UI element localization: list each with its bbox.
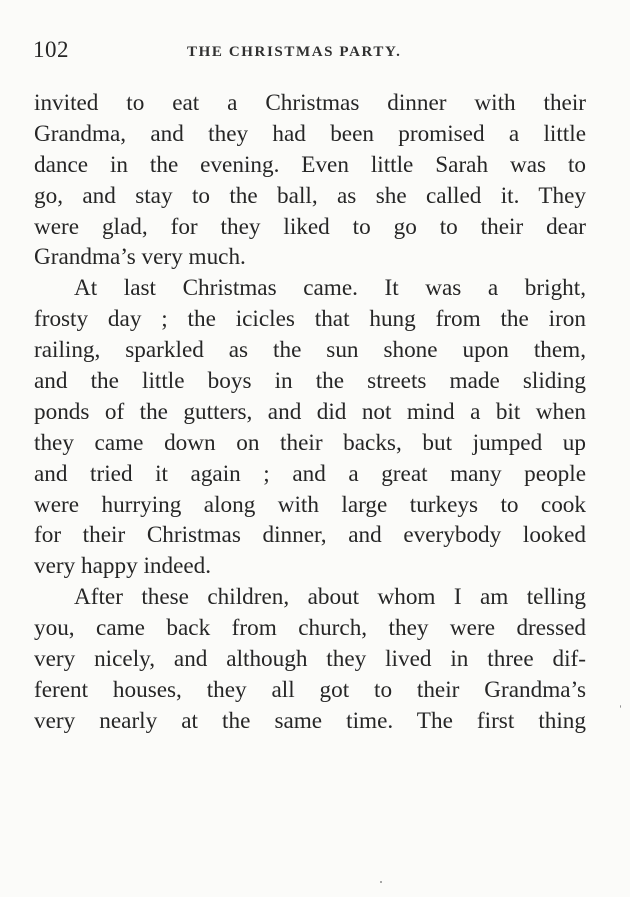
text-line: for their Christmas dinner, and everybody looked — [34, 522, 586, 549]
text-line: After these children, about whom I am telling — [74, 584, 586, 611]
text-line: ponds of the gutters, and did not mind a bit when — [34, 398, 586, 425]
page-header — [33, 36, 590, 72]
text-line: At last Christmas came. It was a bright, — [74, 275, 586, 302]
text-line: were hurrying along with large turkeys to cook — [34, 491, 586, 518]
text-line: they came down on their backs, but jumped up — [34, 429, 586, 456]
text-line: very happy indeed. — [34, 553, 212, 580]
body-text — [34, 88, 586, 737]
text-line: were glad, for they liked to go to their dear — [34, 213, 586, 240]
text-line: and tried it again ; and a great many people — [34, 460, 586, 487]
text-line: and the little boys in the streets made sliding — [34, 368, 586, 395]
text-line: ferent houses, they all got to their Grandma’s — [34, 676, 586, 703]
text-line: very nicely, and although they lived in three dif- — [34, 646, 586, 673]
text-line: frosty day ; the icicles that hung from the iron — [34, 306, 586, 333]
text-line: Grandma, and they had been promised a little — [34, 120, 586, 147]
text-line: railing, sparkled as the sun shone upon them, — [34, 337, 586, 364]
paragraph-2 — [34, 273, 586, 582]
paper-speck — [380, 881, 382, 883]
text-line: you, came back from church, they were dressed — [34, 615, 586, 642]
text-line: very nearly at the same time. The first thing — [34, 707, 586, 734]
paragraph-3 — [34, 582, 586, 736]
text-line: go, and stay to the ball, as she called it. They — [34, 182, 586, 209]
text-line: Grandma’s very much. — [34, 244, 246, 271]
paragraph-1 — [34, 88, 586, 273]
paper-speck — [620, 705, 621, 708]
page-number: 102 — [33, 37, 69, 62]
text-line: dance in the evening. Even little Sarah was to — [34, 151, 586, 178]
text-line: invited to eat a Christmas dinner with their — [34, 90, 586, 116]
running-title: THE CHRISTMAS PARTY. — [187, 44, 402, 60]
